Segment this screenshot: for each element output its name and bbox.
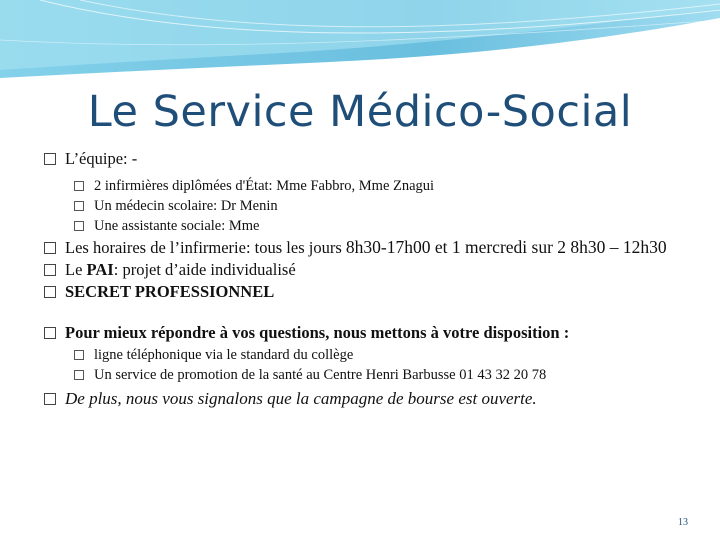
sub-bullet-text: Un service de promotion de la santé au Centre Henri Barbusse 01 43 32 20 78 [94,367,547,383]
page-number: 13 [678,517,688,528]
checkbox-square-icon [44,393,56,405]
checkbox-square-icon [74,350,84,360]
checkbox-square-icon [44,242,56,254]
bullet-deplus-text: De plus, nous vous signalons que la campagne de bourse est ouverte. [65,389,537,408]
page-title: Le Service Médico-Social [87,87,633,137]
sub-bullet-assistante [44,218,694,234]
checkbox-square-icon [74,181,84,191]
checkbox-square-icon [44,264,56,276]
sub-bullet-text: 2 infirmières diplômées d'État: Mme Fabbro, Mme Znagui [94,178,435,194]
sub-bullet-text: Une assistante sociale: Mme [94,218,260,234]
sub-bullet-text: Un médecin scolaire: Dr Menin [94,198,278,214]
bullet-pai-prefix: Le [65,260,83,279]
bullet-horaires-text: Les horaires de l’infirmerie: tous les jours [65,238,342,257]
sub-bullet-infirmieres [44,178,694,194]
bullet-deplus [44,390,694,407]
checkbox-square-icon [44,327,56,339]
checkbox-square-icon [44,153,56,165]
bullet-list [44,150,694,407]
checkbox-square-icon [74,370,84,380]
bullet-pai-acronym: PAI [86,260,114,279]
sub-bullet-text: ligne téléphonique via le standard du collège [94,347,354,363]
sub-bullet-medecin [44,198,694,214]
bullet-horaires-hours: 8h30-17h00 et 1 mercredi sur 2 8h30 – 12h30 [345,237,667,257]
header-wave-decoration [0,0,720,80]
bullet-pai-suffix: : projet d’aide individualisé [113,260,296,279]
checkbox-square-icon [74,201,84,211]
bullet-equipe-text: L’équipe: - [65,149,138,168]
bullet-secret-text: SECRET PROFESSIONNEL [65,282,275,301]
bullet-equipe [44,150,694,167]
bullet-mieux-text: Pour mieux répondre à vos questions, nous mettons à votre disposition : [65,323,570,342]
bullet-secret [44,283,694,300]
bullet-mieux [44,324,694,341]
sub-bullet-ligne [44,347,694,363]
checkbox-square-icon [44,286,56,298]
bullet-horaires [44,239,694,256]
bullet-pai [44,261,694,278]
checkbox-square-icon [74,221,84,231]
sub-bullet-service [44,367,694,383]
